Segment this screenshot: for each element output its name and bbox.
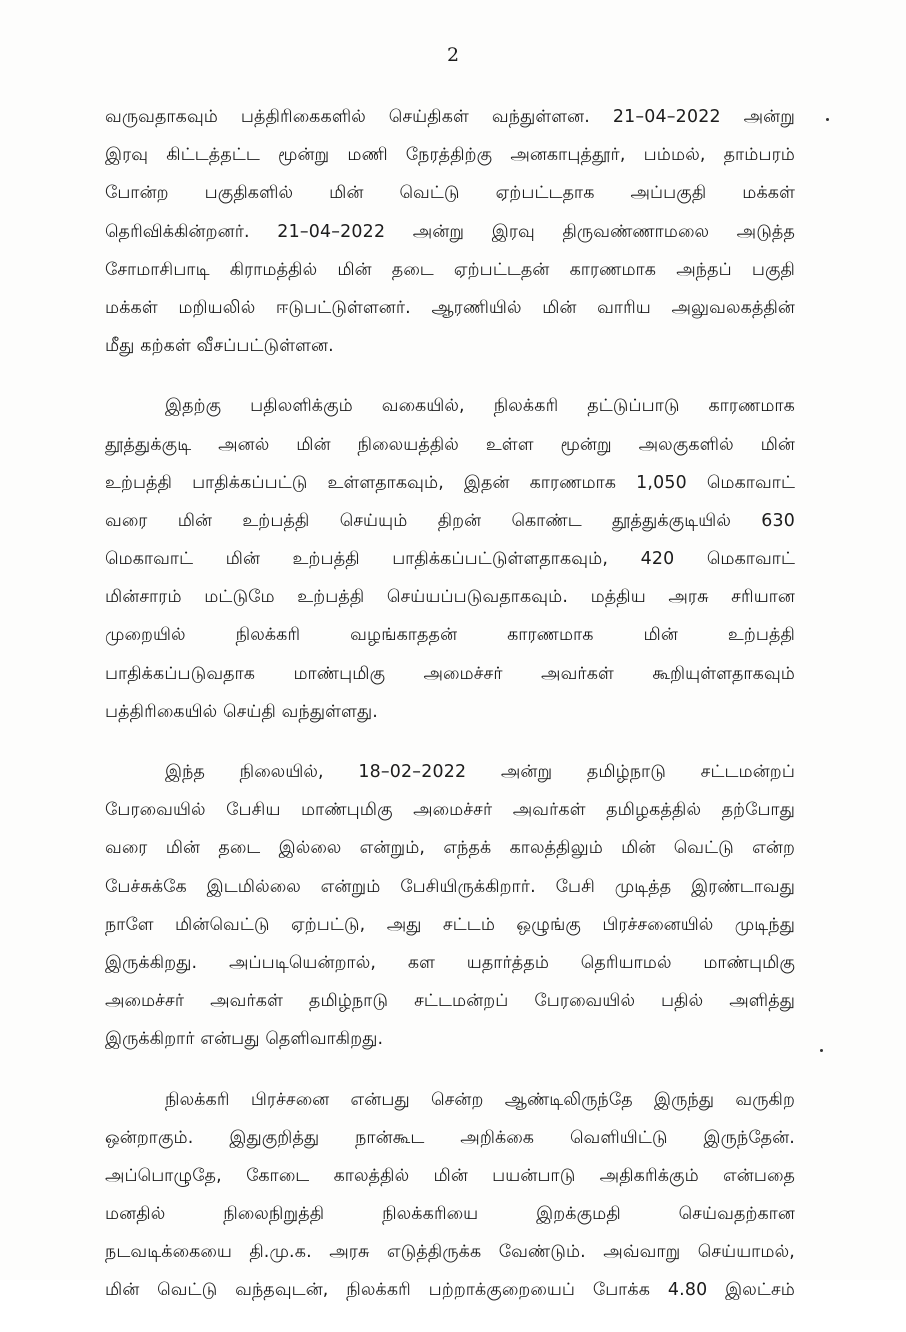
text-line: மெகாவாட் மின் உற்பத்தி பாதிக்கப்பட்டுள்ளதாகவும், 420 மெகாவாட் bbox=[105, 549, 795, 570]
text-line: மின் வெட்டு வந்தவுடன், நிலக்கரி பற்றாக்குறையைப் போக்க 4.80 இலட்சம் bbox=[105, 1280, 795, 1301]
text-line: நாளே மின்வெட்டு ஏற்பட்டு, அது சட்டம் ஒழுங்கு பிரச்சனையில் முடிந்து bbox=[105, 914, 795, 935]
page-number: 2 bbox=[446, 44, 460, 66]
text-line: வரை மின் உற்பத்தி செய்யும் திறன் கொண்ட தூத்துக்குடியில் 630 bbox=[105, 510, 795, 531]
text-line: அமைச்சர் அவர்கள் தமிழ்நாடு சட்டமன்றப் பேரவையில் பதில் அளித்து bbox=[105, 991, 795, 1012]
text-line: வருவதாகவும் பத்திரிகைகளில் செய்திகள் வந்துள்ளன. 21–04–2022 அன்று bbox=[105, 107, 795, 127]
scan-speck bbox=[826, 118, 829, 121]
document-body bbox=[105, 98, 795, 1332]
paragraph-3 bbox=[105, 753, 795, 1059]
text-line: மக்கள் மறியலில் ஈடுபட்டுள்ளனர். ஆரணியில் மின் வாரிய அலுவலகத்தின் bbox=[105, 297, 795, 318]
paragraph-1 bbox=[105, 98, 795, 365]
text-line: முறையில் நிலக்கரி வழங்காததன் காரணமாக மின் உற்பத்தி bbox=[105, 625, 795, 646]
text-line: மின்சாரம் மட்டுமே உற்பத்தி செய்யப்படுவதாகவும். மத்திய அரசு சரியான bbox=[105, 587, 795, 608]
text-line: ஒன்றாகும். இதுகுறித்து நான்கூட அறிக்கை வெளியிட்டு இருந்தேன். bbox=[105, 1127, 795, 1148]
paragraph-4 bbox=[105, 1081, 795, 1310]
text-line: இருக்கிறது. அப்படியென்றால், கள யதார்த்தம் தெரியாமல் மாண்புமிகு bbox=[105, 952, 795, 973]
text-line: இந்த நிலையில், 18–02–2022 அன்று தமிழ்நாடு சட்டமன்றப் bbox=[165, 762, 795, 782]
text-line: நடவடிக்கையை தி.மு.க. அரசு எடுத்திருக்க வேண்டும். அவ்வாறு செய்யாமல், bbox=[105, 1242, 795, 1263]
text-line: பத்திரிகையில் செய்தி வந்துள்ளது. bbox=[105, 701, 378, 722]
text-line: சோமாசிபாடி கிராமத்தில் மின் தடை ஏற்பட்டதன் காரணமாக அந்தப் பகுதி bbox=[105, 259, 795, 280]
text-line: தெரிவிக்கின்றனர். 21–04–2022 அன்று இரவு திருவண்ணாமலை அடுத்த bbox=[105, 221, 795, 242]
text-line: மனதில் நிலைநிறுத்தி நிலக்கரியை இறக்குமதி செய்வதற்கான bbox=[105, 1204, 795, 1225]
text-line: இரவு கிட்டத்தட்ட மூன்று மணி நேரத்திற்கு அனகாபுத்தூர், பம்மல், தாம்பரம் bbox=[105, 145, 795, 166]
text-line: பேச்சுக்கே இடமில்லை என்றும் பேசியிருக்கிறார். பேசி முடித்த இரண்டாவது bbox=[105, 876, 795, 897]
text-line: இருக்கிறார் என்பது தெளிவாகிறது. bbox=[105, 1029, 384, 1050]
paragraph-2 bbox=[105, 387, 795, 731]
text-line: போன்ற பகுதிகளில் மின் வெட்டு ஏற்பட்டதாக அப்பகுதி மக்கள் bbox=[105, 183, 795, 204]
text-line: பேரவையில் பேசிய மாண்புமிகு அமைச்சர் அவர்கள் தமிழகத்தில் தற்போது bbox=[105, 800, 795, 821]
text-line: பாதிக்கப்படுவதாக மாண்புமிகு அமைச்சர் அவர்கள் கூறியுள்ளதாகவும் bbox=[105, 663, 795, 684]
text-line: நிலக்கரி பிரச்சனை என்பது சென்ற ஆண்டிலிருந்தே இருந்து வருகிற bbox=[165, 1089, 795, 1110]
text-line: தூத்துக்குடி அனல் மின் நிலையத்தில் உள்ள மூன்று அலகுகளில் மின் bbox=[105, 434, 795, 455]
text-line: மீது கற்கள் வீசப்பட்டுள்ளன. bbox=[105, 336, 334, 357]
text-line: இதற்கு பதிலளிக்கும் வகையில், நிலக்கரி தட்டுப்பாடு காரணமாக bbox=[165, 396, 795, 417]
text-line: வரை மின் தடை இல்லை என்றும், எந்தக் காலத்திலும் மின் வெட்டு என்ற bbox=[105, 838, 795, 859]
scan-speck bbox=[820, 1049, 823, 1052]
text-line: அப்பொழுதே, கோடை காலத்தில் மின் பயன்பாடு அதிகரிக்கும் என்பதை bbox=[105, 1165, 795, 1186]
text-line: உற்பத்தி பாதிக்கப்பட்டு உள்ளதாகவும், இதன் காரணமாக 1,050 மெகாவாட் bbox=[105, 472, 795, 493]
